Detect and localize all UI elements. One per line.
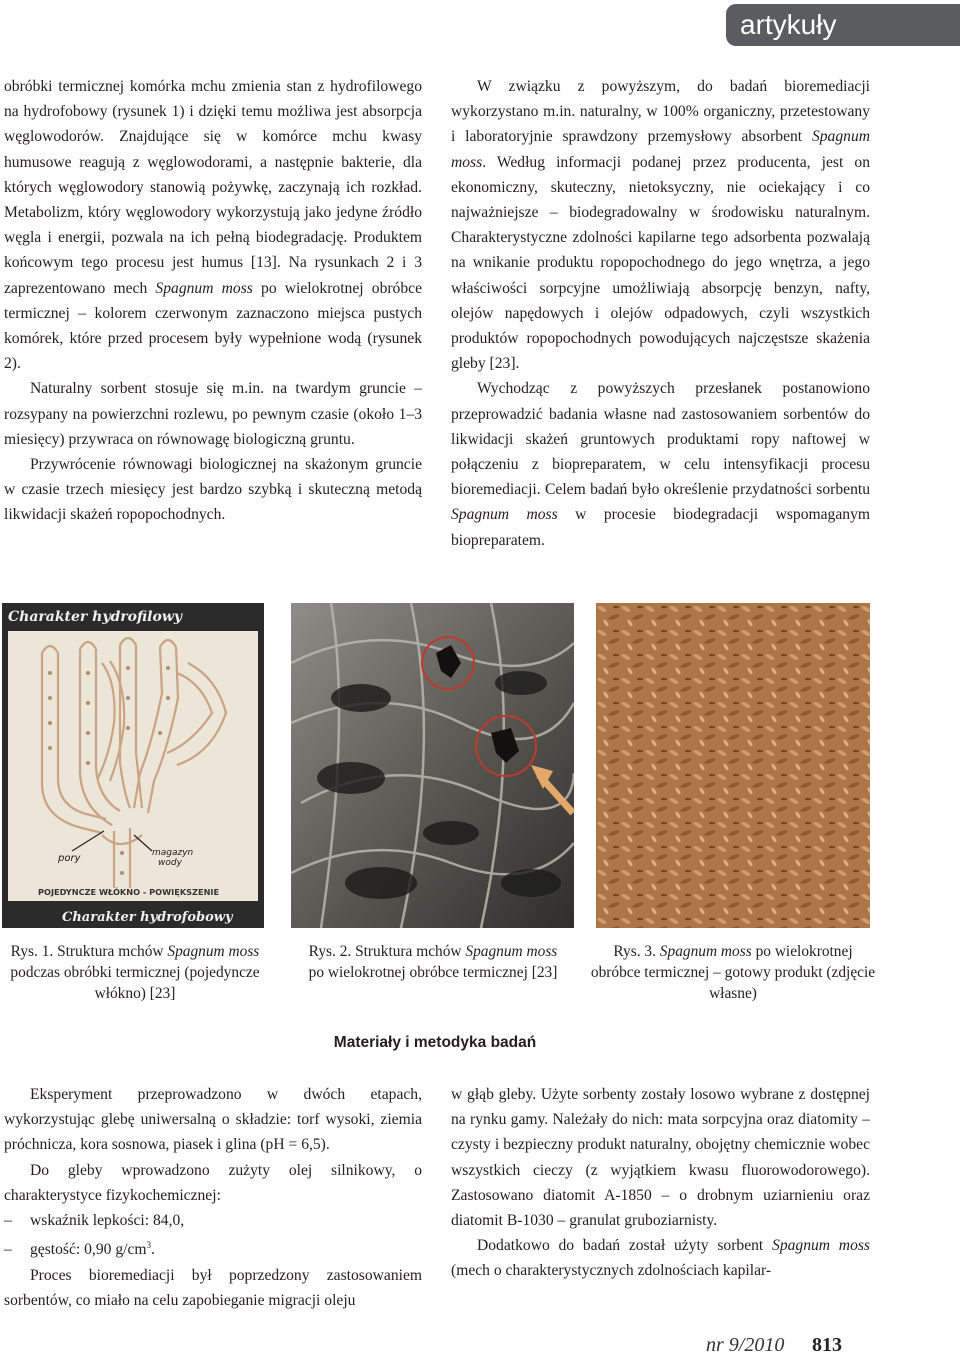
label-magazyn: magazyn xyxy=(152,848,194,858)
label-wody: wody xyxy=(158,858,182,868)
section-heading: Materiały i metodyka badań xyxy=(333,1034,537,1051)
sorbent-photo xyxy=(596,603,870,928)
fig1-title-top: Charakter hydrofilowy xyxy=(8,609,183,625)
fiber-illustration xyxy=(2,603,264,928)
figure-3-caption: Rys. 3. Spagnum moss po wielokrotnej obróbce termicznej – gotowy produkt (zdjęcie własne) xyxy=(590,943,876,1002)
page-number: 813 xyxy=(812,1334,842,1356)
paragraph: w głąb gleby. Użyte sorbenty zostały losowo wybrane z dostępnej na rynku gamy. Należały do nich: mata sorpcyjna oraz diatomity – czysty i bezpieczny produkt naturalny, obojętny chemicznie wobec wszystkich cieczy (z wyjątkiem kwasu fluorowodorowego). Zastosowano diatomit A-1850 – o drobnym uziarnieniu oraz diatomit B-1030 – granulat gruboziarnisty. xyxy=(451,1086,870,1230)
list-item: – wskaźnik lepkości: 84,0, xyxy=(4,1212,185,1230)
label-pory: pory xyxy=(58,853,81,864)
figure-2-micrograph xyxy=(291,603,574,928)
section-tag: artykuły xyxy=(726,4,960,46)
paragraph: W związku z powyższym, do badań bioremediacji wykorzystano m.in. naturalny, w 100% organiczny, przetestowany i laboratoryjnie sprawdzony przemysłowy absorbent Spagnum moss. Według informacji podanej przez producenta, jest on ekonomiczny, skuteczny, nietoksyczny, nie ociekający i co najważniejsze – biodegradowalny w środowisku naturalnym. Charakterystyczne zdolności kapilarne tego adsorbenta pozwalają na wnikanie produktu ropopochodnego do jego wnętrza, a jego właściwości sorpcyjne umożliwiają absorpcję benzyn, nafty, olejów napędowych i olejów odpadowych, czyli wszystkich produktów ropopochodnych powodujących najczęstsze skażenia gleby [23]. xyxy=(451,78,870,373)
list-item: – gęstość: 0,90 $g/cm^3$. xyxy=(4,1240,155,1259)
figure-1-caption: Rys. 1. Struktura mchów Spagnum moss podczas obróbki termicznej (pojedyncze włókno) [23] xyxy=(10,943,260,1002)
fig1-banner: POJEDYNCZE WŁÓKNO - POWIĘKSZENIE xyxy=(38,887,220,897)
paragraph: Dodatkowo do badań został użyty sorbent Spagnum moss (mech o charakterystycznych zdolnościach kapilar- xyxy=(451,1237,871,1280)
paragraph: Eksperyment przeprowadzono w dwóch etapach, wykorzystując glebę uniwersalną o składzie: torf wysoki, ziemia próchnicza, kora sosnowa, piasek i glina (pH = 6,5). xyxy=(4,1086,422,1154)
paragraph: Wychodząc z powyższych przesłanek postanowiono przeprowadzić badania własne nad zastosowaniem sorbentów do likwidacji skażeń gruntowych produktami ropy naftowej w połączeniu z biopreparatem, w celu intensyfikacji procesu bioremediacji. Celem badań było określenie przydatności sorbentu Spagnum moss w procesie biodegradacji wspomaganym biopreparatem. xyxy=(451,380,870,549)
paragraph: obróbki termicznej komórka mchu zmienia stan z hydrofilowego na hydrofobowy (rysunek 1) i dzięki temu możliwa jest absorpcja węglowodorów. Znajdujące się w komórce mchu kwasy humusowe reagują z węglowodorami, a następnie bakterie, dla których węglowodory stanowią pożywkę, zaczynają ich rozkład. Metabolizm, który węglowodory wykorzystują jako jedyne źródło węgla i energii, pozwala na ich pełną biodegradację. Produktem końcowym tego procesu jest humus [13]. Na rysunkach 2 i 3 zaprezentowano mech Spagnum moss po wielokrotnej obróbce termicznej – kolorem czerwonym zaznaczono miejsca pustych komórek, które przed procesem były wypełnione wodą (rysunek 2). xyxy=(4,78,422,373)
fig1-title-bottom: Charakter hydrofobowy xyxy=(62,910,233,925)
paragraph: Przywrócenie równowagi biologicznej na skażonym gruncie w czasie trzech miesięcy jest bardzo szybką i skuteczną metodą likwidacji skażeń ropopochodnych. xyxy=(4,456,422,524)
figure-3-photo xyxy=(596,603,870,928)
issue-number: nr 9/2010 xyxy=(706,1334,785,1356)
paragraph: Do gleby wprowadzono zużyty olej silnikowy, o charakterystyce fizykochemicznej: xyxy=(4,1161,422,1204)
text-column-3 xyxy=(4,1082,422,1313)
text-column-4 xyxy=(451,1082,870,1284)
text-column-1 xyxy=(4,74,422,528)
paragraph: Proces bioremediacji był poprzedzony zastosowaniem sorbentów, co miało na celu zapobieganie migracji oleju xyxy=(4,1266,422,1309)
paragraph: Naturalny sorbent stosuje się m.in. na twardym gruncie – rozsypany na powierzchni rozlewu, po pewnym czasie (około 1–3 miesięcy) przywraca on równowagę biologiczną gruntu. xyxy=(4,380,422,448)
text-column-2 xyxy=(451,74,870,553)
micrograph-image xyxy=(291,603,574,928)
figure-2-caption: Rys. 2. Struktura mchów Spagnum moss po wielokrotnej obróbce termicznej [23] xyxy=(308,943,558,981)
figure-1-fiber-diagram xyxy=(2,603,264,928)
